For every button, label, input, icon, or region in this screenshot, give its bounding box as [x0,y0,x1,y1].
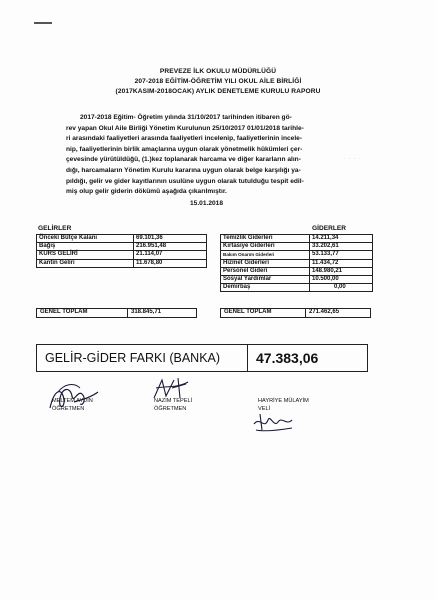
income-heading: GELİRLER [38,225,72,232]
expense-label: Temizlik Giderleri [221,235,310,243]
balance-label: GELİR-GİDER FARKI (BANKA) [37,345,248,371]
report-date: 15.01.2018 [190,200,224,207]
expense-total-label: GENEL TOPLAM [221,309,306,318]
table-row [221,251,373,259]
paragraph-line: çevesinde yürütüldüğü, (1.)kez toplanarak harcama ve diğer kararların alın- [66,156,301,164]
paragraph-line: miş olup gelir giderin dökümü aşağıda çıkarılmıştır. [66,188,227,196]
income-value: 216.951,48 [134,243,207,251]
income-value: 69.101,36 [134,235,207,243]
expense-value: 11.434,72 [310,259,373,267]
signatory-name: HAYRİYE MÜLAYİM [258,398,309,404]
school-title: PREVEZE İLK OKULU MÜDÜRLÜĞÜ [159,68,277,75]
expense-value: 0,00 [310,284,373,292]
table-row [221,276,373,284]
income-value: 21.114,07 [134,251,207,259]
table-row [221,309,371,318]
expense-value: 53.133,77 [310,251,373,259]
table-row [221,259,373,267]
expense-total-value: 271.462,65 [306,309,371,318]
expense-label: Kırtasiye Giderleri [221,243,310,251]
signatory-meltem [52,397,93,413]
expense-label: Personel Gideri [221,267,310,275]
paragraph-line: rev yapan Okul Aile Birliği Yönetim Kurulunun 25/10/2017 01/01/2018 tarihle- [66,124,304,132]
paragraph-line: pıldığı, gelir ve gider kayıtlarının usulüne uygun olarak tutulduğu tespit edil- [66,177,304,185]
corner-dash-mark [34,22,52,24]
income-value: 11.678,80 [134,259,207,267]
table-row [221,235,373,243]
expense-value: 148.980,21 [310,267,373,275]
paragraph-line: nip, faaliyetlerinin birlik amaçlarına uygun olarak yönetmelik hükümleri çer- [66,145,303,153]
signatory-name: NAZIM TEPELİ [154,398,193,404]
income-label: Önceki Bütçe Kalanı [37,235,134,243]
expense-table [220,234,373,292]
table-row [37,243,207,251]
expense-value: 14.211,34 [310,235,373,243]
report-paragraph [66,113,369,198]
income-total [36,308,197,318]
report-subtitle: 207-2018 EĞİTİM-ÖĞRETİM YILI OKUL AİLE BİRLİĞİ [134,78,302,85]
income-table [36,234,207,268]
signatory-hayriye [258,397,309,413]
table-row [221,243,373,251]
signatory-role: ÖĞRETMEN [52,406,85,412]
paragraph-line: 2017-2018 Eğitim- Öğretim yılında 31/10/2017 tarihinden itibaren gö- [80,114,292,121]
signatory-role: ÖĞRETMEN [154,406,187,412]
scan-noise: · · · · [344,156,362,162]
expense-total [220,308,371,318]
table-row [37,251,207,259]
signatory-role: VELİ [258,406,271,412]
table-row [37,235,207,243]
table-row [37,309,197,318]
expense-label: Hizmet Giderleri [221,259,310,267]
income-label: KURS GELİRİ [37,251,134,259]
paragraph-line: dığı, harcamaların Yönetim Kurulu kararına uygun olarak belge karşılığı ya- [66,166,301,174]
table-row [221,284,373,292]
balance-box [36,344,368,372]
expense-label: Demirbaş [221,284,310,292]
paragraph-line: ri arasındaki faaliyetleri arasında faaliyetleri incelenip, faaliyetlerinin incele- [66,135,303,143]
expense-value: 33.202,61 [310,243,373,251]
income-total-label: GENEL TOPLAM [37,309,128,318]
table-row [221,267,373,275]
expense-label: Bakım Onarım Giderleri [221,251,310,259]
table-row [37,259,207,267]
signatory-nazim [154,397,192,413]
income-total-value: 318.845,71 [128,309,197,318]
signatory-name: MELTEM AYDIN [52,398,93,404]
report-title: (2017KASIM-2018OCAK) AYLIK DENETLEME KURULU RAPORU [115,88,321,95]
balance-value: 47.383,06 [256,350,319,366]
income-label: Kantin Geliri [37,259,134,267]
expense-label: Sosyal Yardımlar [221,276,310,284]
expense-value: 10.500,00 [310,276,373,284]
expense-heading: GİDERLER [312,225,347,232]
income-label: Bağış [37,243,134,251]
